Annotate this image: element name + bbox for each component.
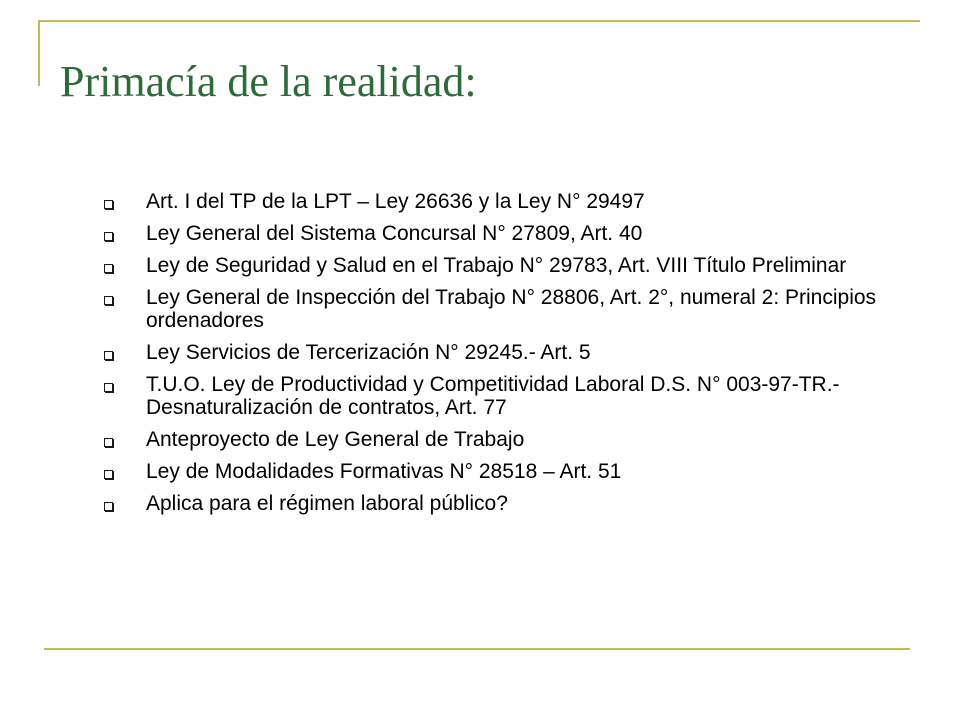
bullet-text: Ley de Seguridad y Salud en el Trabajo N° 29783, Art. VIII Título Preliminar <box>146 254 847 277</box>
square-bullet-icon <box>104 232 113 241</box>
bullet-text: Anteproyecto de Ley General de Trabajo <box>146 428 525 451</box>
square-bullet-icon <box>104 351 113 360</box>
bullet-item <box>100 190 900 213</box>
bullet-item <box>100 428 900 451</box>
bullet-text: T.U.O. Ley de Productividad y Competitividad Laboral D.S. N° 003-97-TR.- Desnaturalización de contratos, Art. 77 <box>146 373 840 419</box>
bullet-item <box>100 222 900 245</box>
bullet-item <box>100 460 900 483</box>
left-rule <box>38 20 40 86</box>
bullet-item <box>100 492 900 515</box>
bullet-text: Art. I del TP de la LPT – Ley 26636 y la Ley N° 29497 <box>146 190 645 213</box>
square-bullet-icon <box>104 383 113 392</box>
bullet-list <box>100 190 900 524</box>
square-bullet-icon <box>104 438 113 447</box>
slide-title: Primacía de la realidad: <box>60 57 477 106</box>
square-bullet-icon <box>104 200 113 209</box>
bottom-rule <box>44 648 910 650</box>
bullet-item <box>100 341 900 364</box>
bullet-text: Ley Servicios de Tercerización N° 29245.- Art. 5 <box>146 341 591 364</box>
square-bullet-icon <box>104 470 113 479</box>
bullet-item <box>100 373 900 419</box>
square-bullet-icon <box>104 502 113 511</box>
bullet-text: Ley General del Sistema Concursal N° 27809, Art. 40 <box>146 222 643 245</box>
square-bullet-icon <box>104 296 113 305</box>
top-rule <box>38 20 920 22</box>
bullet-text: Aplica para el régimen laboral público? <box>146 492 508 515</box>
square-bullet-icon <box>104 264 113 273</box>
bullet-item <box>100 254 900 277</box>
bullet-text: Ley de Modalidades Formativas N° 28518 – Art. 51 <box>146 460 622 483</box>
bullet-text: Ley General de Inspección del Trabajo N° 28806, Art. 2°, numeral 2: Principios ordenadores <box>146 286 877 332</box>
bullet-item <box>100 286 900 332</box>
